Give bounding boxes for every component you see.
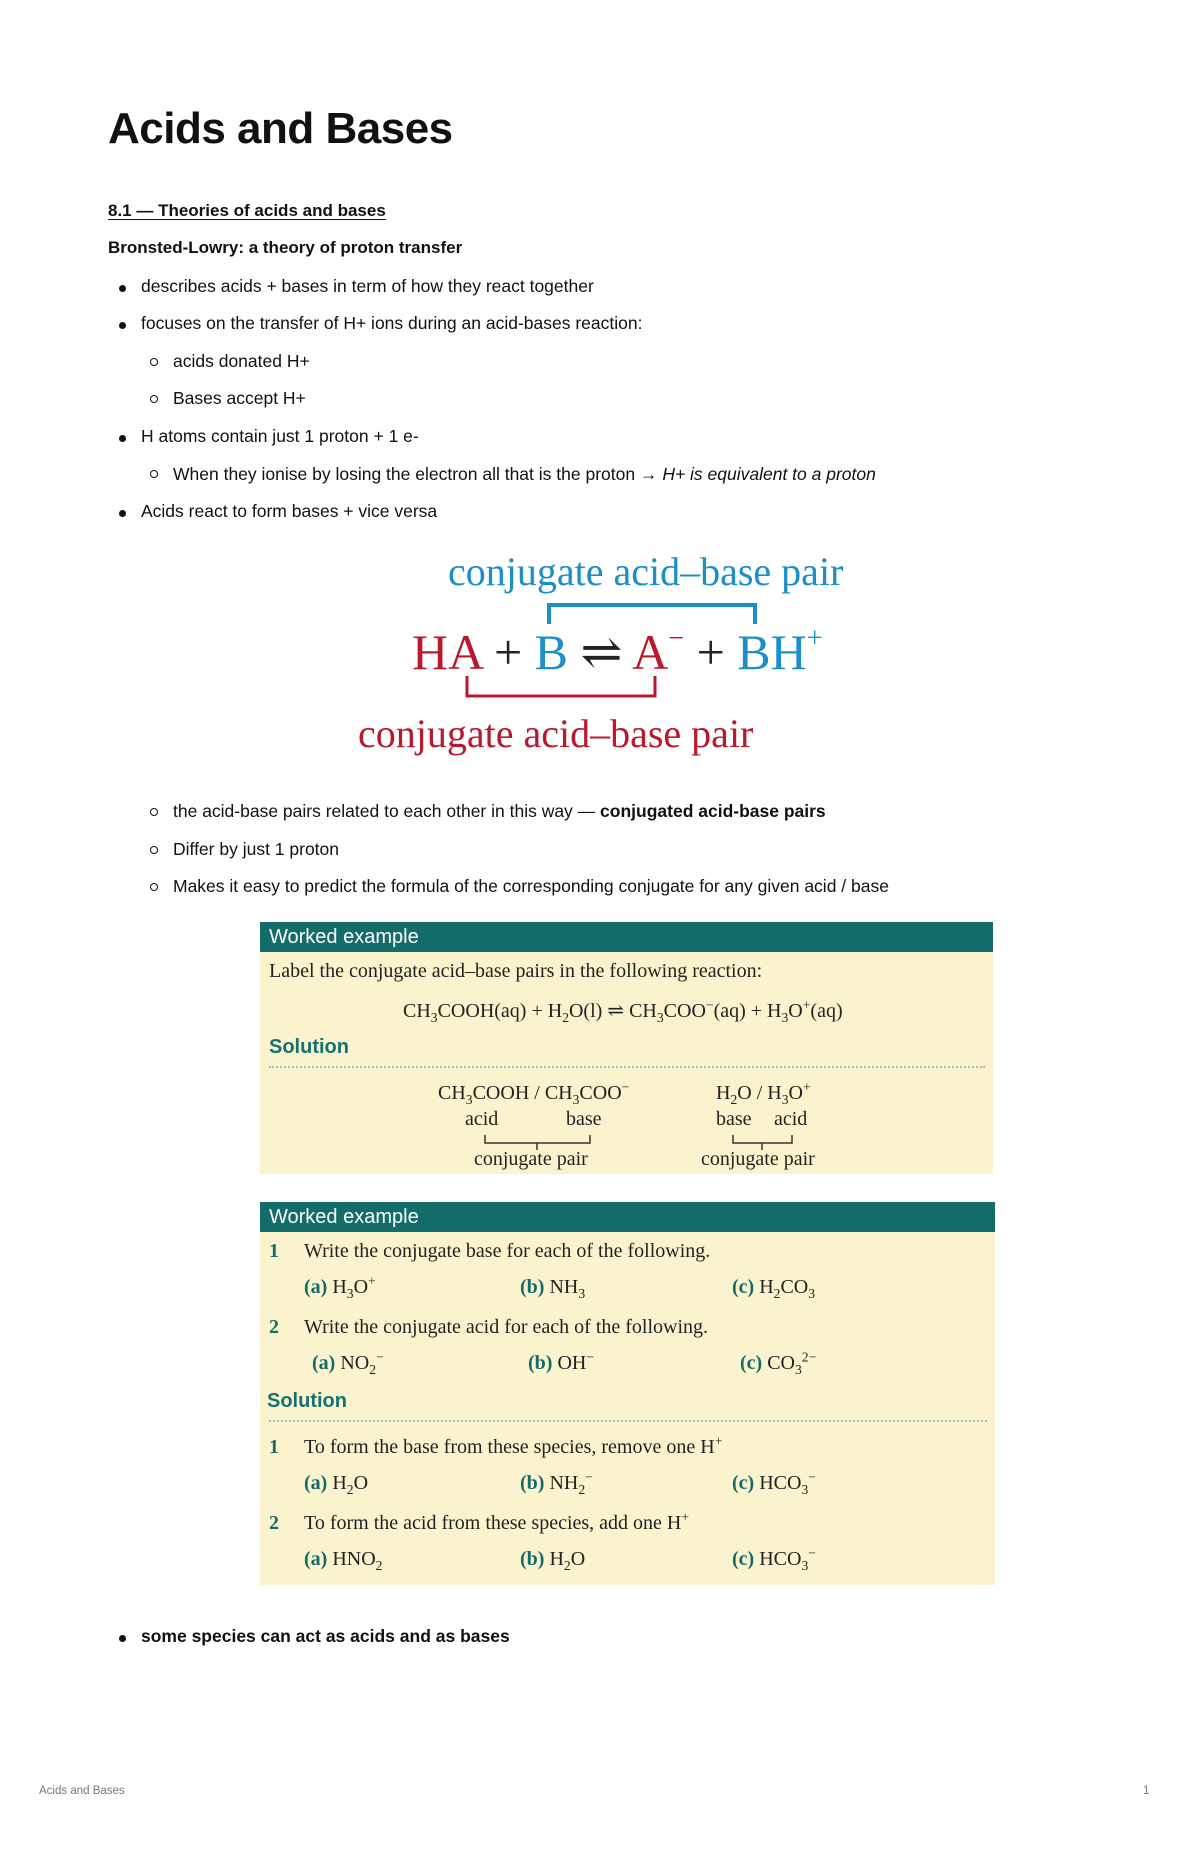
bh-charge: + [806, 623, 823, 654]
label-b: (b) [520, 1472, 545, 1494]
a-species [632, 624, 684, 680]
section-heading: 8.1 — Theories of acids and bases [108, 201, 386, 220]
bh-symbol: BH [737, 624, 807, 680]
solution-number: 2 [269, 1512, 279, 1534]
sub-bullet-circle [150, 358, 158, 366]
label-a: (a) [304, 1472, 328, 1494]
label-c: (c) [732, 1276, 755, 1298]
sub-bullet-circle [150, 470, 158, 478]
label-a: (a) [304, 1548, 328, 1570]
answer-a: (a) $NO_2^-$ [312, 1349, 384, 1377]
bullet-dot [119, 435, 126, 442]
sub-bullet-text [173, 462, 876, 486]
base-label: base [716, 1108, 752, 1130]
conjugate-pair-label: conjugate pair [474, 1148, 588, 1170]
b-species: B [534, 624, 569, 680]
label-c: (c) [740, 1352, 763, 1374]
page-number: 1 [1143, 1785, 1150, 1797]
solution-step: To form the acid from these species, add one H [304, 1512, 682, 1534]
worked-example-2 [260, 1202, 995, 1585]
sub-bullet-text: Differ by just 1 proton [173, 839, 340, 859]
a-charge: − [668, 623, 685, 654]
answer-b: (b) $NH_2^-$ [520, 1469, 593, 1497]
sub-bullet-text [173, 799, 826, 823]
subheading: Bronsted-Lowry: a theory of proton transfer [108, 238, 463, 257]
conjugate-bold: conjugated acid-base pairs [600, 801, 826, 821]
answer-c: (c) $HCO_3^-$ [732, 1545, 816, 1573]
equation [412, 622, 823, 682]
conjugate-pair-diagram [350, 548, 870, 760]
bullet-text-bold: some species can act as acids and as bases [141, 1626, 510, 1646]
bullet-dot [119, 322, 126, 329]
question-number: 1 [269, 1240, 279, 1262]
sub-bullet-circle [150, 808, 158, 816]
solution-number: 1 [269, 1436, 279, 1458]
answer-a: (a) $H_2O$ [304, 1472, 369, 1497]
plus-sign: + [696, 624, 725, 680]
solution-label: Solution [267, 1390, 347, 1412]
label-b: (b) [520, 1548, 545, 1570]
solution-text: To form the base from these species, remove one H+ [304, 1433, 723, 1458]
answer-a: (a) $HNO_2$ [304, 1548, 383, 1573]
answer-c: (c) $CO_3^{2-}$ [740, 1349, 817, 1377]
top-conjugate-label: conjugate acid–base pair [448, 549, 844, 594]
label-b: (b) [520, 1276, 545, 1298]
sub-bullet-text: Bases accept H+ [173, 388, 306, 408]
footer-title: Acids and Bases [39, 1785, 125, 1797]
answer-b: (b) $NH_3$ [520, 1276, 586, 1301]
pair-two-formula: $H_2O / H_3O^+$ [716, 1079, 811, 1107]
answer-b: (b) $H_2O$ [520, 1548, 586, 1573]
label-a: (a) [312, 1352, 336, 1374]
answer-a: (a) $H_3O^+$ [304, 1273, 376, 1301]
bullet-text: focuses on the transfer of H+ ions during an acid-bases reaction: [141, 313, 643, 333]
a-symbol: A [632, 624, 669, 680]
bullet-text: H atoms contain just 1 proton + 1 e- [141, 426, 419, 446]
ha-species: HA [412, 624, 482, 680]
base-label: base [566, 1108, 602, 1130]
pair-one-formula: $CH_3COOH / CH_3COO^-$ [438, 1079, 630, 1107]
worked-example-header: Worked example [260, 922, 993, 952]
conjugate-pair-label: conjugate pair [701, 1148, 815, 1170]
solution-label: Solution [269, 1036, 349, 1058]
worked-example-1 [260, 922, 993, 1174]
reaction-equation: $CH_3COOH(aq) + H_2O(l)$ ⇌ $CH_3COO^-(aq) + H_3O^+(aq)$ [403, 997, 843, 1025]
bullet-dot [119, 285, 126, 292]
plus-sign: + [493, 624, 523, 680]
answer-b: (b) OH− [528, 1349, 595, 1374]
answer-c: (c) $H_2CO_3$ [732, 1276, 816, 1301]
sub-bullet-circle [150, 395, 158, 403]
question-number: 2 [269, 1316, 279, 1338]
bullet-text: Acids react to form bases + vice versa [141, 501, 438, 521]
label-b: (b) [528, 1352, 553, 1374]
bullet-dot [119, 1635, 126, 1642]
bh-species [737, 624, 822, 680]
equilibrium-arrow: ⇌ [580, 624, 623, 680]
proton-text: When they ionise by losing the electron all that is the proton → [173, 464, 663, 484]
sub-bullet-circle [150, 883, 158, 891]
label-c: (c) [732, 1548, 755, 1570]
question-text: Write the conjugate acid for each of the following. [304, 1316, 709, 1338]
proton-italic: H+ is equivalent to a proton [662, 464, 876, 484]
conjugate-text: the acid-base pairs related to each other in this way — [173, 801, 601, 821]
solution-text: To form the acid from these species, add one H+ [304, 1509, 690, 1534]
bullet-dot [119, 510, 126, 517]
bottom-conjugate-label: conjugate acid–base pair [358, 711, 754, 756]
question-text: Write the conjugate base for each of the following. [304, 1240, 711, 1262]
worked-example-header: Worked example [260, 1202, 995, 1232]
acid-label: acid [465, 1108, 499, 1130]
answer-c: (c) $HCO_3^-$ [732, 1469, 816, 1497]
sub-bullet-circle [150, 846, 158, 854]
label-c: (c) [732, 1472, 755, 1494]
solution-step: To form the base from these species, remove one H [304, 1436, 715, 1458]
page-title: Acids and Bases [108, 104, 453, 153]
divider [269, 1420, 987, 1422]
pair-brackets [260, 922, 993, 1174]
bullet-text: describes acids + bases in term of how they react together [141, 276, 594, 296]
sub-bullet-text: acids donated H+ [173, 351, 310, 371]
sub-bullet-text: Makes it easy to predict the formula of the corresponding conjugate for any given acid / base [173, 876, 889, 896]
acid-label: acid [774, 1108, 808, 1130]
label-a: (a) [304, 1276, 328, 1298]
question-text: Label the conjugate acid–base pairs in the following reaction: [269, 960, 763, 982]
